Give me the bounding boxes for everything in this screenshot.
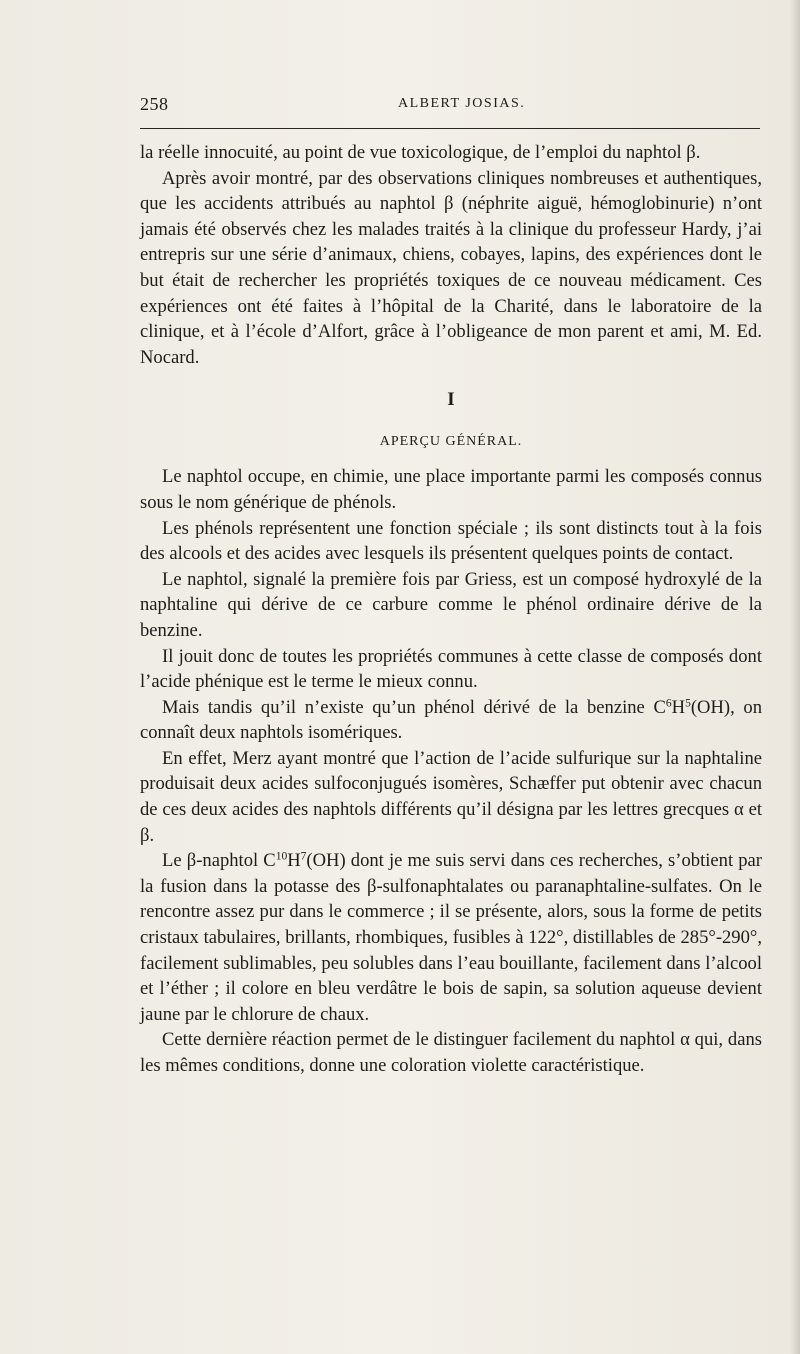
formula-superscript: 5 bbox=[685, 697, 691, 710]
formula-superscript: 7 bbox=[300, 850, 307, 863]
page-number: 258 bbox=[140, 94, 169, 114]
paragraph: Les phénols représentent une fonction spéciale ; ils sont distincts tout à la fois des alcools et des acides avec lesquels ils présentent quelques points de contact. bbox=[140, 517, 762, 565]
paragraph: Après avoir montré, par des observations cliniques nombreuses et authentiques, que les accidents attribués au naphtol β (néphrite aiguë, hémoglobinurie) n’ont jamais été observés chez les malades traités à la clinique du professeur Hardy, j’ai entrepris sur une série d’animaux, chiens, cobayes, lapins, des expériences dont le but était de rechercher les propriétés toxiques de ce nouveau médicament. Ces expériences ont été faites à l’hôpital de la Charité, dans le laboratoire de la clinique, et à l’école d’Alfort, grâce à l’obligeance de mon parent et ami, M. Ed. Nocard. bbox=[140, 167, 762, 368]
text-run: Le β-naphtol C bbox=[162, 850, 276, 872]
body-text bbox=[140, 140, 762, 1079]
paragraph: Il jouit donc de toutes les propriétés communes à cette classe de composés dont l’acide phénique est le terme le mieux connu. bbox=[140, 645, 762, 693]
running-header bbox=[140, 94, 762, 122]
page-edge-shadow bbox=[790, 0, 800, 1354]
text-run: (OH) dont je me suis servi dans ces recherches, s’obtient par la fusion dans la potasse des β-sulfonaphtalates ou paranaphtaline-sulfates. On le rencontre assez pur dans le commerce ; il se présente, alors, sous la forme de petits cristaux tabulaires, brillants, rhombiques, fusibles à 122°, distillables de 285°-290°, facilement sublimables, peu solubles dans l’eau bouillante, facilement dans l’alcool et l’éther ; il colore en bleu verdâtre le bois de sapin, sa solution aqueuse devient jaune par le chlorure de chaux. bbox=[140, 850, 762, 1025]
paragraph: Cette dernière réaction permet de le distinguer facilement du naphtol α qui, dans les mêmes conditions, donne une coloration violette caractéristique. bbox=[140, 1029, 762, 1076]
paragraph-formula-naphtol bbox=[140, 848, 762, 1027]
formula-superscript: 10 bbox=[275, 850, 288, 863]
paragraph: En effet, Merz ayant montré que l’action de l’acide sulfurique sur la naphtaline produisait deux acides sulfoconjugués isomères, Schæffer put obtenir avec chacun de ces deux acides des naphtols différents qu’il désigna par les lettres grecques α et β. bbox=[140, 747, 762, 846]
running-title: ALBERT JOSIAS. bbox=[398, 96, 526, 111]
paragraph-formula-benzine bbox=[140, 695, 762, 746]
text-run: Mais tandis qu’il n’existe qu’un phénol dérivé de la benzine C bbox=[162, 696, 666, 718]
paragraph: Le naphtol, signalé la première fois par Griess, est un composé hydroxylé de la naphtaline qui dérive de ce carbure comme le phénol ordinaire dérive de la benzine. bbox=[140, 568, 762, 641]
paragraph: Le naphtol occupe, en chimie, une place importante parmi les composés connus sous le nom générique de phénols. bbox=[140, 466, 762, 513]
paragraph: la réelle innocuité, au point de vue toxicologique, de l’emploi du naphtol β. bbox=[140, 142, 701, 163]
header-rule bbox=[140, 128, 760, 129]
text-run: (OH), on connaît deux naphtols isomériques. bbox=[140, 696, 762, 744]
text-run: H bbox=[287, 850, 301, 872]
formula-superscript: 6 bbox=[665, 697, 672, 710]
section-title: APERÇU GÉNÉRAL. bbox=[379, 434, 523, 450]
text-run: H bbox=[671, 696, 686, 718]
section-number: I bbox=[447, 389, 455, 411]
